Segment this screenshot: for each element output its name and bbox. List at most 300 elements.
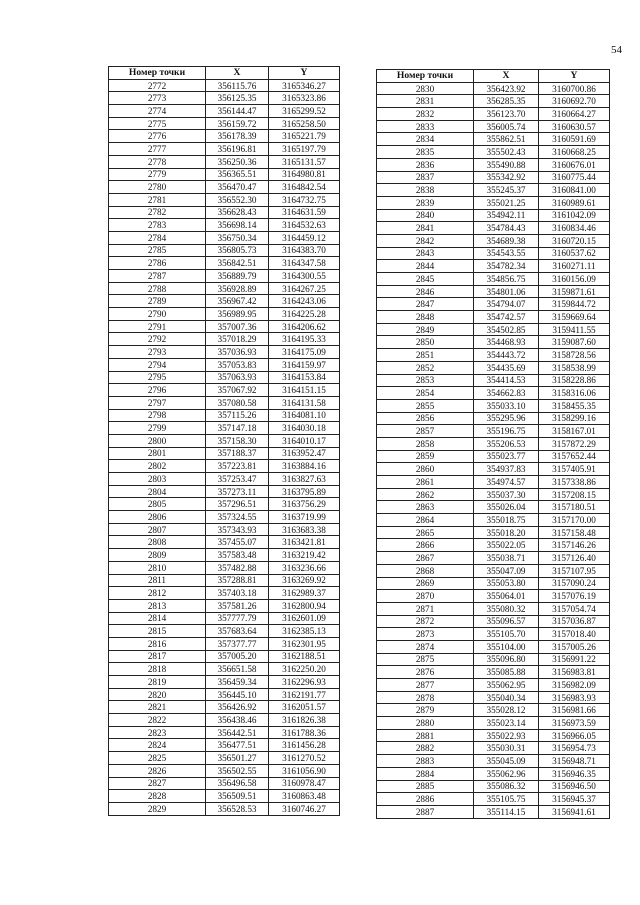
table-row [109, 130, 340, 143]
cell-x: 355490.88 [474, 158, 539, 171]
cell-x: 356250.36 [206, 155, 269, 168]
cell-point-number: 2848 [377, 311, 474, 324]
table-row [109, 637, 340, 650]
cell-point-number: 2853 [377, 374, 474, 387]
table-row [109, 320, 340, 333]
cell-y: 3163952.47 [269, 447, 340, 460]
cell-point-number: 2880 [377, 717, 474, 730]
cell-point-number: 2842 [377, 234, 474, 247]
cell-x: 355105.70 [474, 628, 539, 641]
table-row [377, 184, 610, 197]
page-number: 54 [611, 44, 622, 56]
cell-point-number: 2879 [377, 704, 474, 717]
cell-x: 356178.39 [206, 130, 269, 143]
table-row [377, 793, 610, 806]
table-row [377, 133, 610, 146]
cell-point-number: 2857 [377, 425, 474, 438]
cell-x: 356628.43 [206, 206, 269, 219]
cell-point-number: 2814 [109, 612, 206, 625]
table-row [377, 349, 610, 362]
cell-y: 3156954.73 [539, 742, 610, 755]
cell-y: 3164732.75 [269, 193, 340, 206]
cell-x: 355062.95 [474, 679, 539, 692]
cell-y: 3164532.63 [269, 219, 340, 232]
cell-x: 355105.75 [474, 793, 539, 806]
cell-y: 3164225.28 [269, 308, 340, 321]
cell-x: 356423.92 [474, 82, 539, 95]
table-row [377, 717, 610, 730]
cell-x: 355064.01 [474, 590, 539, 603]
cell-y: 3165299.52 [269, 105, 340, 118]
cell-y: 3162296.93 [269, 676, 340, 689]
cell-x: 357188.37 [206, 447, 269, 460]
cell-point-number: 2783 [109, 219, 206, 232]
cell-point-number: 2824 [109, 739, 206, 752]
cell-x: 355080.32 [474, 602, 539, 615]
table-row [377, 209, 610, 222]
cell-y: 3161056.90 [269, 764, 340, 777]
table-row [109, 777, 340, 790]
table-row [377, 653, 610, 666]
cell-y: 3157005.26 [539, 640, 610, 653]
cell-point-number: 2881 [377, 729, 474, 742]
table-row [377, 311, 610, 324]
cell-point-number: 2887 [377, 805, 474, 818]
table-row [377, 488, 610, 501]
cell-x: 355096.57 [474, 615, 539, 628]
cell-x: 356552.30 [206, 193, 269, 206]
table-row [109, 346, 340, 359]
cell-point-number: 2787 [109, 270, 206, 283]
table-row [109, 701, 340, 714]
cell-y: 3164010.17 [269, 434, 340, 447]
cell-y: 3164980.81 [269, 168, 340, 181]
cell-point-number: 2779 [109, 168, 206, 181]
cell-point-number: 2802 [109, 460, 206, 473]
table-row [109, 333, 340, 346]
cell-point-number: 2794 [109, 358, 206, 371]
table-row [377, 361, 610, 374]
cell-x: 356438.46 [206, 714, 269, 727]
cell-x: 354689.38 [474, 234, 539, 247]
cell-point-number: 2790 [109, 308, 206, 321]
cell-point-number: 2844 [377, 260, 474, 273]
table-row [109, 358, 340, 371]
cell-point-number: 2793 [109, 346, 206, 359]
table-row [377, 247, 610, 260]
cell-y: 3164159.97 [269, 358, 340, 371]
cell-x: 357036.93 [206, 346, 269, 359]
table-row [109, 460, 340, 473]
cell-y: 3157036.87 [539, 615, 610, 628]
cell-x: 355245.37 [474, 184, 539, 197]
cell-point-number: 2863 [377, 501, 474, 514]
cell-point-number: 2846 [377, 285, 474, 298]
cell-point-number: 2859 [377, 450, 474, 463]
cell-point-number: 2819 [109, 676, 206, 689]
cell-x: 357455.07 [206, 536, 269, 549]
cell-point-number: 2830 [377, 82, 474, 95]
table-row [109, 688, 340, 701]
cell-y: 3162601.09 [269, 612, 340, 625]
cell-y: 3164153.84 [269, 371, 340, 384]
cell-x: 356750.34 [206, 231, 269, 244]
cell-point-number: 2792 [109, 333, 206, 346]
table-row [109, 739, 340, 752]
cell-y: 3156973.59 [539, 717, 610, 730]
table-row [109, 447, 340, 460]
table-row [377, 666, 610, 679]
header-point-number: Номер точки [377, 70, 474, 83]
cell-x: 357223.81 [206, 460, 269, 473]
cell-point-number: 2835 [377, 146, 474, 159]
cell-point-number: 2795 [109, 371, 206, 384]
cell-point-number: 2774 [109, 105, 206, 118]
cell-x: 355502.43 [474, 146, 539, 159]
cell-point-number: 2870 [377, 590, 474, 603]
cell-y: 3160664.27 [539, 108, 610, 121]
cell-point-number: 2821 [109, 701, 206, 714]
cell-x: 357288.81 [206, 574, 269, 587]
table-row [109, 587, 340, 600]
table-row [377, 729, 610, 742]
table-row [377, 602, 610, 615]
cell-x: 355026.04 [474, 501, 539, 514]
cell-y: 3162188.51 [269, 650, 340, 663]
table-row [109, 155, 340, 168]
table-row [377, 628, 610, 641]
cell-y: 3157405.91 [539, 463, 610, 476]
table-row [377, 437, 610, 450]
cell-y: 3163421.81 [269, 536, 340, 549]
cell-point-number: 2786 [109, 257, 206, 270]
cell-x: 355038.71 [474, 552, 539, 565]
table-row [377, 615, 610, 628]
table-row [109, 549, 340, 562]
cell-y: 3156982.09 [539, 679, 610, 692]
cell-x: 357147.18 [206, 422, 269, 435]
table-row [109, 790, 340, 803]
table-row [377, 501, 610, 514]
cell-point-number: 2803 [109, 473, 206, 486]
cell-y: 3164842.54 [269, 181, 340, 194]
cell-x: 354662.83 [474, 387, 539, 400]
cell-x: 356125.35 [206, 92, 269, 105]
table-row [377, 691, 610, 704]
table-row [377, 260, 610, 273]
cell-y: 3164383.70 [269, 244, 340, 257]
cell-y: 3157107.95 [539, 564, 610, 577]
cell-x: 354974.57 [474, 476, 539, 489]
cell-y: 3160700.86 [539, 82, 610, 95]
table-row [109, 231, 340, 244]
cell-y: 3162385.13 [269, 625, 340, 638]
cell-y: 3161788.36 [269, 726, 340, 739]
cell-y: 3161826.38 [269, 714, 340, 727]
table-row [109, 599, 340, 612]
cell-y: 3157076.19 [539, 590, 610, 603]
cell-y: 3162250.20 [269, 663, 340, 676]
cell-point-number: 2858 [377, 437, 474, 450]
cell-x: 356496.58 [206, 777, 269, 790]
cell-point-number: 2828 [109, 790, 206, 803]
cell-y: 3160863.48 [269, 790, 340, 803]
table-row [109, 422, 340, 435]
cell-y: 3164267.25 [269, 282, 340, 295]
cell-x: 356528.53 [206, 802, 269, 815]
cell-point-number: 2862 [377, 488, 474, 501]
cell-y: 3158728.56 [539, 349, 610, 362]
cell-point-number: 2827 [109, 777, 206, 790]
cell-x: 355295.96 [474, 412, 539, 425]
cell-y: 3160775.44 [539, 171, 610, 184]
table-row [377, 679, 610, 692]
table-row [109, 498, 340, 511]
cell-x: 356459.34 [206, 676, 269, 689]
cell-x: 356144.47 [206, 105, 269, 118]
cell-y: 3164300.55 [269, 270, 340, 283]
cell-y: 3156948.71 [539, 755, 610, 768]
cell-y: 3165221.79 [269, 130, 340, 143]
cell-x: 357005.20 [206, 650, 269, 663]
cell-x: 356123.70 [474, 108, 539, 121]
cell-x: 355062.96 [474, 767, 539, 780]
table-row [377, 387, 610, 400]
cell-point-number: 2876 [377, 666, 474, 679]
cell-x: 355023.77 [474, 450, 539, 463]
cell-x: 354794.07 [474, 298, 539, 311]
cell-y: 3156945.37 [539, 793, 610, 806]
table-row [377, 146, 610, 159]
table-row [377, 463, 610, 476]
cell-point-number: 2866 [377, 539, 474, 552]
cell-x: 357158.30 [206, 434, 269, 447]
cell-x: 357063.93 [206, 371, 269, 384]
table-row [109, 206, 340, 219]
cell-y: 3159669.64 [539, 311, 610, 324]
cell-y: 3161042.09 [539, 209, 610, 222]
cell-point-number: 2797 [109, 396, 206, 409]
cell-x: 357253.47 [206, 473, 269, 486]
table-row [109, 752, 340, 765]
cell-point-number: 2806 [109, 511, 206, 524]
cell-x: 357683.64 [206, 625, 269, 638]
table-row [377, 742, 610, 755]
cell-point-number: 2805 [109, 498, 206, 511]
cell-y: 3157338.86 [539, 476, 610, 489]
cell-x: 356365.51 [206, 168, 269, 181]
cell-x: 355114.15 [474, 805, 539, 818]
cell-point-number: 2782 [109, 206, 206, 219]
cell-point-number: 2778 [109, 155, 206, 168]
cell-y: 3157872.29 [539, 437, 610, 450]
cell-y: 3160834.46 [539, 222, 610, 235]
cell-x: 356196.81 [206, 143, 269, 156]
cell-x: 354543.55 [474, 247, 539, 260]
cell-y: 3160978.47 [269, 777, 340, 790]
cell-x: 355104.00 [474, 640, 539, 653]
cell-point-number: 2852 [377, 361, 474, 374]
cell-point-number: 2784 [109, 231, 206, 244]
cell-x: 354784.43 [474, 222, 539, 235]
table-row [109, 409, 340, 422]
cell-x: 357053.83 [206, 358, 269, 371]
cell-y: 3165258.50 [269, 117, 340, 130]
cell-point-number: 2882 [377, 742, 474, 755]
table-row [109, 308, 340, 321]
table-row [377, 755, 610, 768]
table-row [377, 552, 610, 565]
cell-point-number: 2799 [109, 422, 206, 435]
cell-x: 357007.36 [206, 320, 269, 333]
cell-point-number: 2872 [377, 615, 474, 628]
cell-y: 3165197.79 [269, 143, 340, 156]
cell-y: 3157090.24 [539, 577, 610, 590]
cell-x: 356445.10 [206, 688, 269, 701]
cell-point-number: 2788 [109, 282, 206, 295]
cell-y: 3158167.01 [539, 425, 610, 438]
cell-y: 3160537.62 [539, 247, 610, 260]
cell-y: 3164175.09 [269, 346, 340, 359]
cell-x: 356285.35 [474, 95, 539, 108]
cell-y: 3158538.99 [539, 361, 610, 374]
table-row [377, 323, 610, 336]
table-row [377, 196, 610, 209]
cell-y: 3163219.42 [269, 549, 340, 562]
table-row [109, 143, 340, 156]
table-row [377, 285, 610, 298]
cell-y: 3164131.58 [269, 396, 340, 409]
cell-x: 357581.26 [206, 599, 269, 612]
cell-x: 354502.85 [474, 323, 539, 336]
cell-point-number: 2812 [109, 587, 206, 600]
table-row [377, 298, 610, 311]
cell-y: 3165346.27 [269, 79, 340, 92]
cell-point-number: 2839 [377, 196, 474, 209]
cell-x: 357115.26 [206, 409, 269, 422]
cell-y: 3165131.57 [269, 155, 340, 168]
cell-x: 355047.09 [474, 564, 539, 577]
cell-x: 357583.48 [206, 549, 269, 562]
cell-x: 355086.32 [474, 780, 539, 793]
cell-x: 355085.88 [474, 666, 539, 679]
table-row [377, 171, 610, 184]
cell-point-number: 2874 [377, 640, 474, 653]
cell-x: 355196.75 [474, 425, 539, 438]
table-row [109, 105, 340, 118]
cell-x: 357080.58 [206, 396, 269, 409]
table-row [109, 181, 340, 194]
cell-x: 355028.12 [474, 704, 539, 717]
cell-point-number: 2841 [377, 222, 474, 235]
table-row [109, 676, 340, 689]
cell-y: 3158228.86 [539, 374, 610, 387]
cell-point-number: 2823 [109, 726, 206, 739]
cell-y: 3157652.44 [539, 450, 610, 463]
cell-x: 356501.27 [206, 752, 269, 765]
table-header-row [109, 67, 340, 80]
table-row [109, 726, 340, 739]
table-row [377, 108, 610, 121]
table-row [109, 295, 340, 308]
cell-point-number: 2836 [377, 158, 474, 171]
table-row [377, 273, 610, 286]
cell-y: 3157208.15 [539, 488, 610, 501]
cell-x: 355033.10 [474, 399, 539, 412]
cell-y: 3162191.77 [269, 688, 340, 701]
cell-point-number: 2860 [377, 463, 474, 476]
cell-point-number: 2845 [377, 273, 474, 286]
cell-point-number: 2849 [377, 323, 474, 336]
cell-point-number: 2798 [109, 409, 206, 422]
cell-y: 3159844.72 [539, 298, 610, 311]
coordinates-table-right [376, 69, 610, 819]
cell-y: 3160668.25 [539, 146, 610, 159]
cell-point-number: 2831 [377, 95, 474, 108]
cell-y: 3159871.61 [539, 285, 610, 298]
cell-x: 357273.11 [206, 485, 269, 498]
cell-point-number: 2811 [109, 574, 206, 587]
table-row [377, 425, 610, 438]
cell-x: 354414.53 [474, 374, 539, 387]
table-row [109, 485, 340, 498]
table-row [109, 612, 340, 625]
table-row [109, 434, 340, 447]
cell-y: 3158316.06 [539, 387, 610, 400]
cell-y: 3162301.95 [269, 637, 340, 650]
cell-y: 3156983.93 [539, 691, 610, 704]
cell-point-number: 2776 [109, 130, 206, 143]
cell-point-number: 2820 [109, 688, 206, 701]
cell-point-number: 2837 [377, 171, 474, 184]
cell-x: 354443.72 [474, 349, 539, 362]
cell-x: 356005.74 [474, 120, 539, 133]
cell-point-number: 2832 [377, 108, 474, 121]
cell-x: 355018.75 [474, 514, 539, 527]
cell-y: 3164459.12 [269, 231, 340, 244]
cell-x: 357377.77 [206, 637, 269, 650]
cell-point-number: 2838 [377, 184, 474, 197]
cell-x: 355342.92 [474, 171, 539, 184]
cell-point-number: 2775 [109, 117, 206, 130]
cell-y: 3156983.81 [539, 666, 610, 679]
cell-y: 3163269.92 [269, 574, 340, 587]
cell-y: 3158299.16 [539, 412, 610, 425]
cell-y: 3161270.52 [269, 752, 340, 765]
cell-x: 357018.29 [206, 333, 269, 346]
cell-point-number: 2817 [109, 650, 206, 663]
cell-x: 357777.79 [206, 612, 269, 625]
cell-y: 3156966.05 [539, 729, 610, 742]
table-row [109, 193, 340, 206]
cell-y: 3160746.27 [269, 802, 340, 815]
cell-point-number: 2813 [109, 599, 206, 612]
cell-x: 355862.51 [474, 133, 539, 146]
cell-point-number: 2871 [377, 602, 474, 615]
cell-x: 355037.30 [474, 488, 539, 501]
cell-x: 354435.69 [474, 361, 539, 374]
table-row [377, 526, 610, 539]
cell-point-number: 2886 [377, 793, 474, 806]
table-row [377, 590, 610, 603]
cell-x: 356889.79 [206, 270, 269, 283]
coordinates-table-left [108, 66, 340, 816]
table-row [109, 511, 340, 524]
cell-y: 3157170.00 [539, 514, 610, 527]
cell-point-number: 2868 [377, 564, 474, 577]
table-row [377, 399, 610, 412]
cell-point-number: 2807 [109, 523, 206, 536]
